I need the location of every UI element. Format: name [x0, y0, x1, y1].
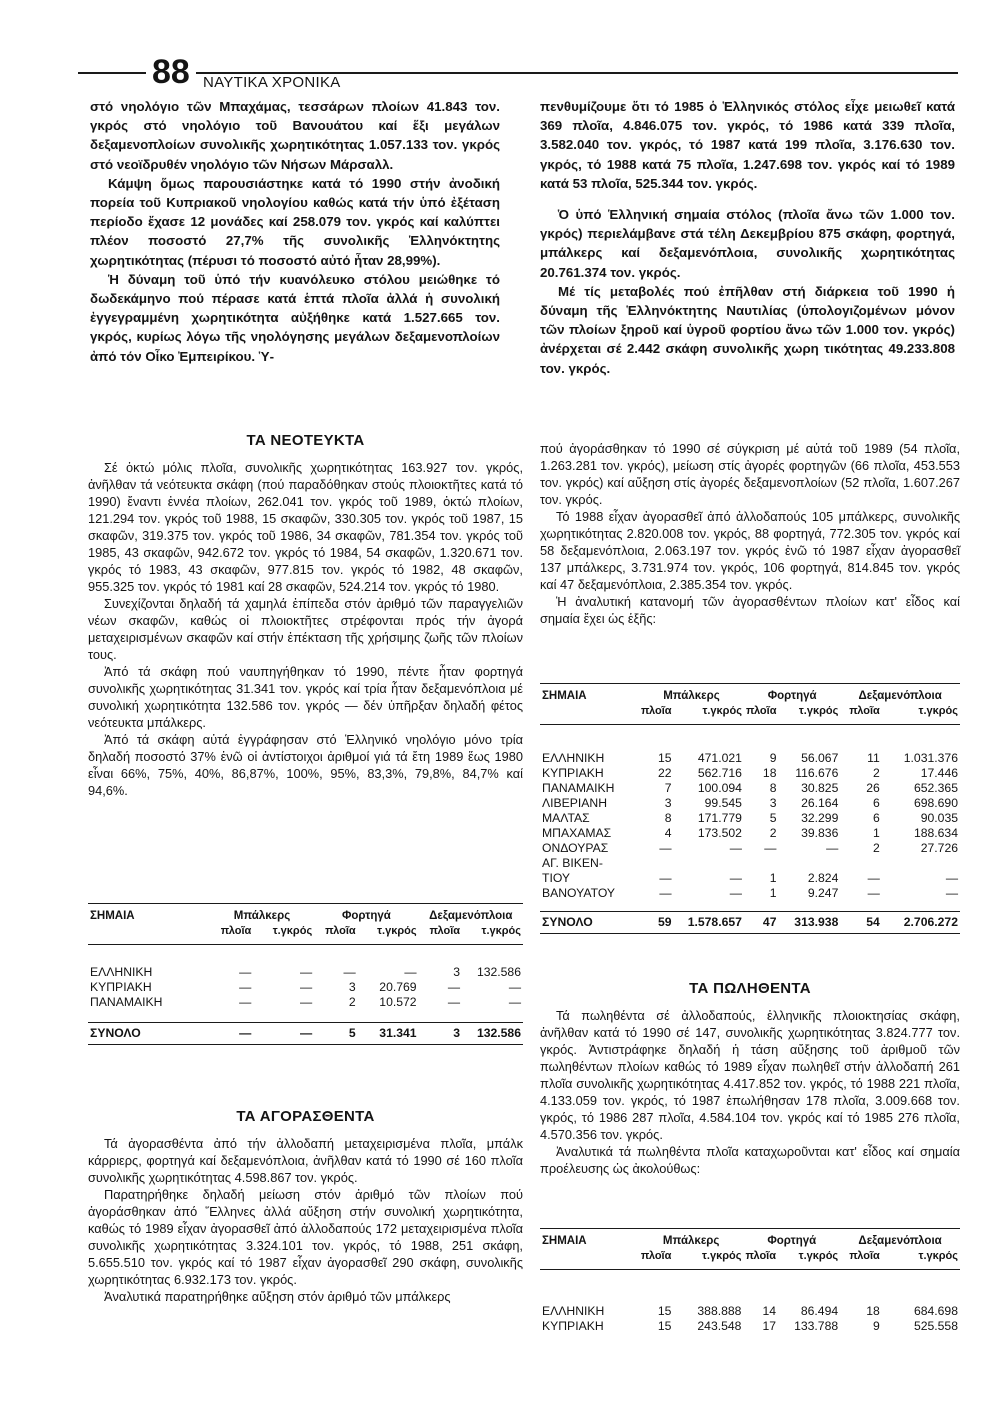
- value-cell: 188.634: [913, 826, 958, 840]
- value-cell: 9.247: [807, 886, 839, 900]
- total-value: 54: [840, 912, 881, 934]
- value-cell: 3: [664, 796, 672, 810]
- sold-section: [540, 980, 960, 1177]
- body-paragraph: Σέ ὀκτώ μόλις πλοῖα, συνολικῆς χωρητικότητας 163.927 τον. γκρός, ἀνῆλθαν τά νεότευκτα σκάφη (πού παραδόθηκαν στούς πλοιοκτῆτες κατά τό 1990) ἔναντι ἐννέα πλοίων, 262.041 τον. γκρός τοῦ 1989, ὀκτώ πλοίων, 121.294 τον. γκρός τοῦ 1988, 15 σκαφῶν, 330.305 τον. γκρός τοῦ 1987, 15 σκαφῶν, 319.375 τον. γκρός τοῦ 1986, 34 σκαφῶν, 781.354 τον. γκρός τοῦ 1985, 43 σκαφῶν, 942.672 τον. γκρός τό 1984, 54 σκαφῶν, 1.320.671 τον. γκρός τό 1983, 43 σκαφῶν, 977.815 τον. γκρός τό 1982, 48 σκαφῶν, 955.325 τον. γκρός τό 1981 καί 28 σκαφῶν, 524.214 τον. γκρός τό 1980.: [88, 460, 523, 594]
- header-grt: τ.γκρός: [358, 924, 419, 945]
- value-cell: 133.788: [794, 1319, 839, 1333]
- intro-left-column: [90, 97, 500, 366]
- total-value: 5: [314, 1023, 358, 1045]
- value-cell: 2: [873, 841, 880, 855]
- value-cell: 525.558: [913, 1319, 958, 1333]
- value-cell: 388.888: [697, 1304, 742, 1318]
- value-cell: 18: [866, 1304, 880, 1318]
- header-flag: ΣΗΜΑΙΑ: [540, 684, 639, 705]
- header-ships: πλοῖα: [840, 704, 881, 725]
- total-value: 2.706.272: [882, 912, 960, 934]
- header-grt: τ.γκρός: [882, 704, 960, 725]
- value-cell: 11: [867, 751, 880, 765]
- flag-cell: ΚΥΠΡΙΑΚΗ: [542, 766, 604, 780]
- header-bulkers: Μπάλκερς: [639, 684, 744, 705]
- value-cell: 2.824: [807, 871, 839, 885]
- table-row: [88, 965, 523, 980]
- header-cargo: Φορτηγά: [314, 904, 418, 925]
- value-cell: [840, 856, 881, 871]
- value-cell: —: [867, 871, 880, 885]
- flag-cell: ΜΑΛΤΑΣ: [542, 811, 590, 825]
- flag-cell: ΚΥΠΡΙΑΚΗ: [90, 980, 152, 994]
- value-cell: 171.779: [697, 811, 742, 825]
- flag-cell: ΟΝΔΟΥΡΑΣ: [542, 841, 609, 855]
- value-cell: 4: [664, 826, 672, 840]
- table-row: [540, 751, 960, 766]
- value-cell: 8: [664, 811, 672, 825]
- value-cell: 5: [769, 811, 777, 825]
- value-cell: 8: [769, 781, 777, 795]
- header-flag: ΣΗΜΑΙΑ: [540, 1229, 639, 1250]
- value-cell: —: [508, 995, 521, 1009]
- sold-ships-table: [540, 1228, 960, 1334]
- new-ships-section: [88, 432, 523, 799]
- value-cell: 562.716: [697, 766, 742, 780]
- intro-paragraph: στό νηολόγιο τῶν Μπαχάμας, τεσσάρων πλοίων 41.843 τον. γκρός στό νηολόγιο τοῦ Βανουάτου καί ἕξι μεγάλων δεξαμενοπλοίων συνολικῆς χωρητικότητας 1.057.133 τον. γκρός στό νεοϊδρυθέν νηολόγιο τῶν Νήσων Μάρσαλλ.: [90, 99, 500, 172]
- body-paragraph: πού ἀγοράσθηκαν τό 1990 σέ σύγκριση μέ αὐτά τοῦ 1989 (54 πλοῖα, 1.263.281 τον. γκρός), μείωση στίς ἀγορές φορτηγῶν (66 πλοῖα, 453.553 τον. γκρός) καί αὔξηση στίς ἀγορές δεξαμενοπλοίων (52 πλοῖα, 1.607.267 τον. γκρός.: [540, 441, 960, 507]
- table-row: [540, 1319, 960, 1334]
- header-ships: πλοῖα: [840, 1249, 882, 1270]
- value-cell: 39.836: [801, 826, 839, 840]
- value-cell: [882, 856, 960, 871]
- total-value: 47: [744, 912, 779, 934]
- value-cell: 1: [769, 886, 777, 900]
- table-subheader-row: [540, 704, 960, 725]
- flag-cell: ΠΑΝΑΜΑΙΚΗ: [542, 781, 615, 795]
- value-cell: 173.502: [697, 826, 742, 840]
- value-cell: 471.021: [697, 751, 742, 765]
- value-cell: 10.572: [379, 995, 417, 1009]
- total-value: 1.578.657: [674, 912, 744, 934]
- value-cell: 1.031.376: [903, 751, 958, 765]
- value-cell: —: [867, 886, 880, 900]
- table-subheader-row: [88, 924, 523, 945]
- data-table: [540, 1228, 960, 1334]
- value-cell: 99.545: [704, 796, 742, 810]
- total-value: 313.938: [778, 912, 840, 934]
- table-row: [540, 1304, 960, 1319]
- value-cell: —: [659, 871, 672, 885]
- value-cell: 20.769: [379, 980, 417, 994]
- header-grt: τ.γκρός: [462, 924, 523, 945]
- table-row: [88, 995, 523, 1010]
- value-cell: [674, 856, 744, 871]
- total-value: —: [253, 1023, 314, 1045]
- total-label: ΣΥΝΟΛΟ: [88, 1023, 210, 1045]
- intro-paragraph: πενθυμίζουμε ὅτι τό 1985 ὁ Ἑλληνικός στόλος εἶχε μειωθεῖ κατά 369 πλοῖα, 4.846.075 τον. γκρός, τό 1986 κατά 339 πλοῖα, 3.582.040 τον. γκρός, τό 1987 κατά 199 πλοῖα, 3.176.630 τον. γκρός, τό 1988 κατά 75 πλοῖα, 1.247.698 τον. γκρός καί τό 1989 κατά 53 πλοῖα, 525.344 τον. γκρός.: [540, 99, 955, 191]
- table-row: [540, 856, 960, 871]
- body-paragraph: Ἀπό τά σκάφη αὐτά ἐγγράφησαν στό Ἑλληνικό νηολόγιο μόνο τρία δηλαδή ποσοστό 37% ἐνῶ οἱ ἀντίστοιχοι ἀριθμοί γιά τά ἔτη 1989 ἕως 1980 εἶναι 66%, 75%, 40%, 86,87%, 100%, 95%, 83,3%, 79,8%, 84,7% καί 94,6%.: [88, 732, 523, 798]
- table-row: [540, 841, 960, 856]
- value-cell: 7: [664, 781, 672, 795]
- header-ships: πλοῖα: [639, 1249, 674, 1270]
- value-cell: —: [239, 965, 252, 979]
- flag-cell: ΜΠΑΧΑΜΑΣ: [542, 826, 612, 840]
- value-cell: —: [300, 995, 313, 1009]
- table-total-row: [88, 1023, 523, 1045]
- value-cell: 15: [657, 751, 672, 765]
- header-ships: πλοῖα: [744, 704, 779, 725]
- value-cell: 18: [762, 766, 777, 780]
- header-tankers: Δεξαμενόπλοια: [840, 684, 960, 705]
- body-paragraph: Τό 1988 εἶχαν ἀγορασθεῖ ἀπό ἀλλοδαπούς 105 μπάλκερς, συνολικῆς χωρητικότητας 2.820.008 τον. γκρός, 88 φορτηγά, 772.305 τον. γκρός καί 58 δεξαμενόπλοια, 2.063.197 τον. γκρός ἐνῶ τό 1987 εἶχαν ἀγορασθεῖ 137 μπάλκερς, 3.731.974 τον. γκρός, 106 φορτηγά, 814.845 τον. γκρός καί 47 δεξαμενόπλοια, 2.385.354 τον. γκρός.: [540, 509, 960, 592]
- intro-paragraph: Μέ τίς μεταβολές πού ἐπῆλθαν στή διάρκεια τοῦ 1990 ἡ δύναμη τῆς Ἑλληνόκτητης Ναυτιλίας (ὑπολογιζομένων μόνον τῶν πλοίων ξηροῦ καί ὑγροῦ φορτίου ἄνω τῶν 1.000 τον. γκρός) ἀνέρχεται σέ 2.442 σκάφη συνολικῆς χωρη τικότητας 49.233.808 τον. γκρός.: [540, 283, 955, 376]
- header-flag: ΣΗΜΑΙΑ: [88, 904, 210, 925]
- value-cell: 27.726: [920, 841, 958, 855]
- section-heading: ΤΑ ΝΕΟΤΕΥΚΤΑ: [246, 432, 365, 449]
- body-paragraph: Ἀναλυτικά παρατηρήθηκε αὔξηση στόν ἀριθμό τῶν μπάλκερς: [104, 1289, 451, 1304]
- value-cell: —: [729, 841, 742, 855]
- value-cell: 15: [657, 1304, 672, 1318]
- header-grt: τ.γκρός: [674, 704, 744, 725]
- value-cell: 17: [762, 1319, 776, 1333]
- value-cell: —: [945, 886, 958, 900]
- header-bulkers: Μπάλκερς: [210, 904, 314, 925]
- flag-cell: ΚΥΠΡΙΑΚΗ: [542, 1319, 604, 1333]
- value-cell: [744, 856, 779, 871]
- header-ships: πλοῖα: [419, 924, 463, 945]
- value-cell: 2: [769, 826, 777, 840]
- bought-continuation: [540, 440, 960, 627]
- value-cell: 3: [769, 796, 777, 810]
- value-cell: 14: [762, 1304, 776, 1318]
- body-paragraph: Παρατηρήθηκε δηλαδή μείωση στόν ἀριθμό τῶν πλοίων πού ἀγοράσθηκαν ἀπό Ἕλληνες ἀλλά αὔξηση στήν συνολική χωρητικότητα, καθώς τό 1989 εἶχαν ἀγορασθεῖ ἀπό ἀλλοδαπούς 172 μεταχειρισμένα πλοῖα συνολικῆς χωρητικότητας 3.324.101 τον. γκρός, τό 1988, 251 σκάφη, 5.655.510 τον. γκρός καί τό 1987 εἶχαν ἀγορασθεῖ 290 σκάφη, συνολικῆς χωρητικότητας 6.932.173 τον. γκρός.: [88, 1187, 523, 1287]
- data-table: [540, 683, 960, 934]
- table-subheader-row: [540, 1249, 960, 1270]
- value-cell: 17.446: [920, 766, 958, 780]
- total-value: 3: [419, 1023, 463, 1045]
- value-cell: 22: [657, 766, 672, 780]
- total-label: ΣΥΝΟΛΟ: [540, 912, 639, 934]
- flag-cell: ΕΛΛΗΝΙΚΗ: [542, 1304, 605, 1318]
- new-ships-table: [88, 903, 523, 1045]
- value-cell: 30.825: [801, 781, 839, 795]
- value-cell: 1: [873, 826, 880, 840]
- header-bulkers: Μπάλκερς: [639, 1229, 744, 1250]
- value-cell: —: [404, 965, 417, 979]
- page-number: 88: [146, 52, 196, 92]
- value-cell: 9: [873, 1319, 880, 1333]
- value-cell: 6: [873, 811, 880, 825]
- table-row: [540, 811, 960, 826]
- total-value: 31.341: [358, 1023, 419, 1045]
- intro-paragraph: Κάμψη ὅμως παρουσιάστηκε κατά τό 1990 στήν ἀνοδική πορεία τοῦ Κυπριακοῦ νηολογίου καθώς κατά τήν ὑπό ἐξέταση περίοδο ἔχασε 12 μονάδες καί 258.079 τον. γκρός καί καλύπτει πλέον ποσοστό 27,7% τῆς συνολικῆς Ἑλληνόκτητης χωρητικότητας (πέρυσι τό ποσοστό αὐτό ἦταν 28,99%).: [90, 175, 500, 268]
- value-cell: —: [945, 871, 958, 885]
- value-cell: —: [343, 965, 356, 979]
- table-header-row: [540, 1229, 960, 1250]
- flag-cell: ΒΑΝΟΥΑΤΟΥ: [542, 886, 616, 900]
- header-grt: τ.γκρός: [882, 1249, 960, 1270]
- value-cell: —: [447, 980, 461, 994]
- body-paragraph: Τά ἀγορασθέντα ἀπό τήν ἀλλοδαπή μεταχειρισμένα πλοῖα, μπάλκ κάρριερς, φορτηγά καί δεξαμενόπλοια, ἀνῆλθαν κατά τό 1990 σέ 160 πλοῖα συνολικῆς χωρητικότητας 4.598.867 τον. γκρός.: [88, 1136, 523, 1185]
- flag-cell: ΛΙΒΕΡΙΑΝΗ: [542, 796, 608, 810]
- table-row: [540, 826, 960, 841]
- value-cell: 26: [866, 781, 880, 795]
- header-grt: τ.γκρός: [778, 704, 840, 725]
- flag-cell: ΤΙΟΥ: [542, 871, 571, 885]
- body-paragraph: Ἀναλυτικά τά πωληθέντα πλοῖα καταχωροῦνται κατ' εἶδος καί σημαία προέλευσης ὡς ἀκολούθως:: [540, 1144, 960, 1176]
- value-cell: 3: [348, 980, 356, 994]
- value-cell: 132.586: [476, 965, 521, 979]
- header-ships: πλοῖα: [639, 704, 674, 725]
- value-cell: —: [729, 871, 742, 885]
- header-tankers: Δεξαμενόπλοια: [419, 904, 523, 925]
- header-grt: τ.γκρός: [673, 1249, 743, 1270]
- header-cargo: Φορτηγά: [744, 684, 840, 705]
- value-cell: 100.094: [697, 781, 742, 795]
- table-body: [540, 751, 960, 901]
- value-cell: [639, 856, 674, 871]
- table-total-row: [540, 912, 960, 934]
- flag-cell: ΕΛΛΗΝΙΚΗ: [90, 965, 153, 979]
- value-cell: —: [447, 995, 461, 1009]
- section-heading: ΤΑ ΑΓΟΡΑΣΘΕΝΤΑ: [236, 1108, 375, 1125]
- intro-right-column: [540, 97, 955, 378]
- total-value: 59: [639, 912, 674, 934]
- value-cell: 6: [873, 796, 880, 810]
- body-paragraph: Συνεχίζονται δηλαδή τά χαμηλά ἐπίπεδα στόν ἀριθμό τῶν παραγγελιῶν νέων σκαφῶν, καθώς οἱ πλοιοκτῆτες στρέφονται πρός τήν ἀγορά μεταχειρισμένων σκαφῶν καί στήν ἐπέκταση τῆς χρήσιμης ζωῆς τῶν πλοίων τους.: [88, 596, 523, 662]
- value-cell: —: [239, 995, 252, 1009]
- value-cell: 86.494: [800, 1304, 839, 1318]
- value-cell: —: [764, 841, 777, 855]
- intro-paragraph: Ὁ ὑπό Ἑλληνική σημαία στόλος (πλοῖα ἄνω τῶν 1.000 τον. γκρός) περιελάμβανε στά τέλη Δεκεμβρίου 875 σκάφη, φορτηγά, μπάλκερς καί δεξαμενόπλοια, συνολικῆς χωρητικότητας 20.761.374 τον. γκρός.: [540, 207, 955, 280]
- magazine-title: ΝΑΥΤΙΚΑ ΧΡΟΝΙΚΑ: [203, 74, 341, 91]
- value-cell: 243.548: [697, 1319, 742, 1333]
- value-cell: 698.690: [913, 796, 958, 810]
- flag-cell: ΑΓ. ΒΙΚΕΝ-: [542, 856, 603, 870]
- value-cell: 90.035: [920, 811, 958, 825]
- table-body: [88, 965, 523, 1010]
- table-row: [540, 796, 960, 811]
- value-cell: —: [729, 886, 742, 900]
- header-ships: πλοῖα: [210, 924, 254, 945]
- table-row: [540, 886, 960, 901]
- data-table: [88, 903, 523, 1045]
- flag-cell: ΠΑΝΑΜΑΙΚΗ: [90, 995, 163, 1009]
- value-cell: 116.676: [795, 766, 839, 780]
- header-ships: πλοῖα: [314, 924, 358, 945]
- value-cell: 652.365: [913, 781, 958, 795]
- flag-cell: ΕΛΛΗΝΙΚΗ: [542, 751, 605, 765]
- value-cell: 684.698: [913, 1304, 958, 1318]
- table-header-row: [88, 904, 523, 925]
- value-cell: —: [239, 980, 252, 994]
- total-value: 132.586: [462, 1023, 523, 1045]
- value-cell: 3: [453, 965, 461, 979]
- value-cell: 26.164: [801, 796, 839, 810]
- value-cell: 32.299: [801, 811, 839, 825]
- value-cell: —: [826, 841, 839, 855]
- header-grt: τ.γκρός: [253, 924, 314, 945]
- value-cell: —: [659, 841, 672, 855]
- value-cell: 9: [769, 751, 777, 765]
- table-row: [540, 766, 960, 781]
- table-body: [540, 1304, 960, 1334]
- value-cell: —: [508, 980, 521, 994]
- table-row: [88, 980, 523, 995]
- value-cell: 1: [769, 871, 777, 885]
- value-cell: —: [659, 886, 672, 900]
- bought-ships-table: [540, 683, 960, 934]
- header-cargo: Φορτηγά: [743, 1229, 840, 1250]
- value-cell: 2: [873, 766, 880, 780]
- table-row: [540, 871, 960, 886]
- value-cell: —: [300, 980, 313, 994]
- header-tankers: Δεξαμενόπλοια: [840, 1229, 960, 1250]
- value-cell: 2: [348, 995, 356, 1009]
- value-cell: [778, 856, 840, 871]
- body-paragraph: Ἡ ἀναλυτική κατανομή τῶν ἀγορασθέντων πλοίων κατ' εἶδος καί σημαία ἔχει ὡς ἑξῆς:: [540, 594, 960, 626]
- value-cell: —: [300, 965, 313, 979]
- table-header-row: [540, 684, 960, 705]
- total-value: —: [210, 1023, 254, 1045]
- body-paragraph: Ἀπό τά σκάφη πού ναυπηγήθηκαν τό 1990, πέντε ἦταν φορτηγά συνολικῆς χωρητικότητας 31.341 τον. γκρός καί τρία ἦταν δεξαμενόπλοια μέ συνολική χωρητικότητα 132.586 τον. γκρός — δέν ὑπῆρξαν δηλαδή φέτος νεότευκτα μπάλκερς.: [88, 664, 523, 730]
- value-cell: 56.067: [801, 751, 839, 765]
- value-cell: 15: [657, 1319, 672, 1333]
- bought-section: [88, 1108, 523, 1305]
- section-heading: ΤΑ ΠΩΛΗΘΕΝΤΑ: [689, 980, 811, 997]
- body-paragraph: Τά πωληθέντα σέ ἀλλοδαπούς, ἑλληνικῆς πλοιοκτησίας σκάφη, ἀνῆλθαν κατά τό 1990 σέ 147, συνολικῆς χωρητικότητας 3.824.777 τον. γκρός. Ἀντιστράφηκε δηλαδή ἡ τάση αὔξησης τοῦ ἀριθμοῦ τῶν πωληθέντων πλοίων καθώς τό 1989 εἶχαν πωληθεῖ στήν ἀλλοδαπή 261 πλοῖα συνολικῆς χωρητικότητας 4.417.852 τον. γκρός, τό 1988 221 πλοῖα, 4.133.059 τον. γκρός, τό 1987 ἐπωλήθησαν 178 πλοῖα, 3.009.668 τον. γκρός, τό 1986 287 πλοῖα, 4.584.104 τον. γκρός καί τό 1985 276 πλοῖα, 4.570.356 τον. γκρός.: [540, 1008, 960, 1142]
- header-ships: πλοῖα: [743, 1249, 778, 1270]
- header-grt: τ.γκρός: [778, 1249, 840, 1270]
- intro-paragraph: Ἡ δύναμη τοῦ ὑπό τήν κυανόλευκο στόλου μειώθηκε τό δωδεκάμηνο πού πέρασε κατά ἑπτά πλοῖα ἀλλά ἡ συνολική ἐγγεγραμμένη χωρητικότητα αὐξήθηκε κατά 1.527.665 τον. γκρός, κυρίως λόγω τῆς νηολόγησης μεγάλων δεξαμενοπλοίων ἀπό τόν Οἶκο Ἐμπειρίκου. Ὑ-: [90, 271, 500, 364]
- table-row: [540, 781, 960, 796]
